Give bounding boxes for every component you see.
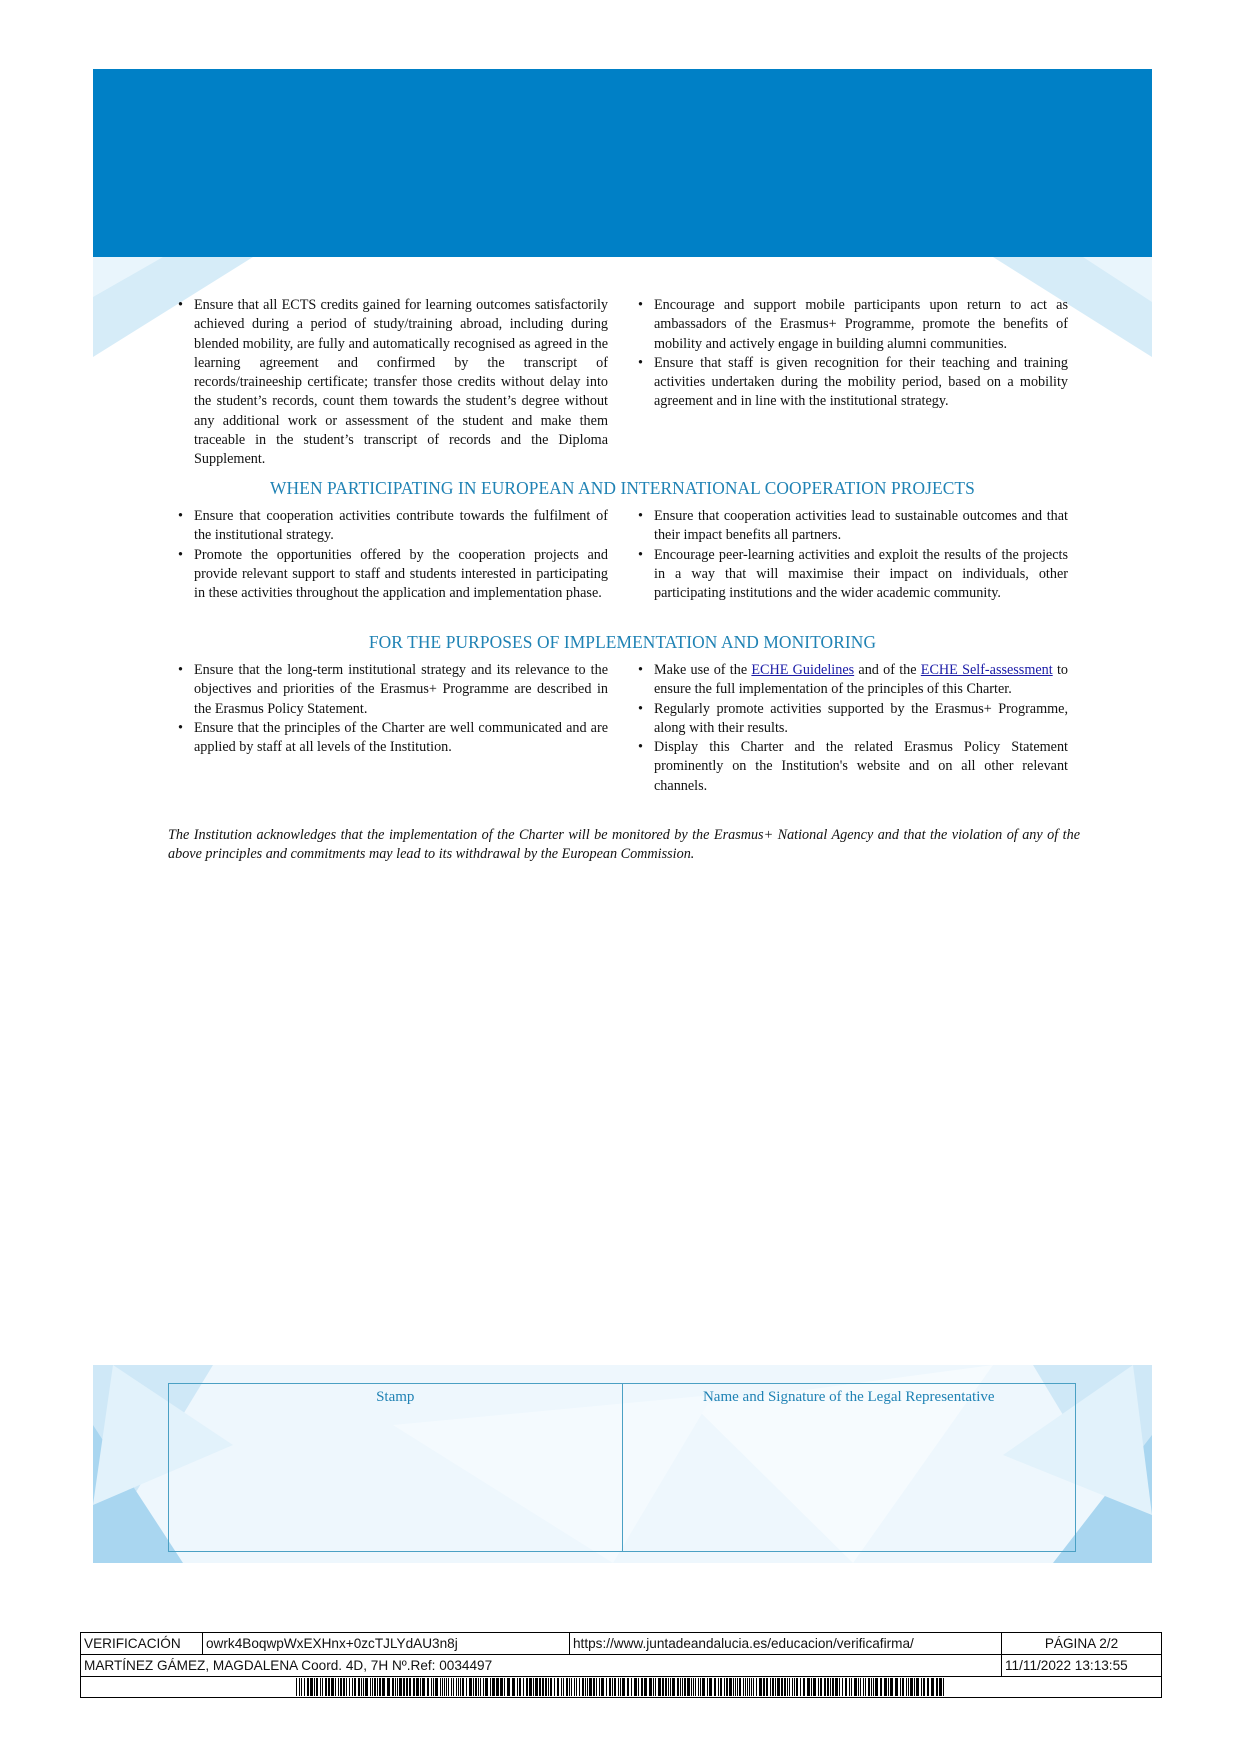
list-item: • Ensure that staff is given recognition for their teaching and training activities undertaken during the mobility period, based on a mobility agreement and in line with the institutional strategy. [635,354,1068,412]
legal-representative-cell [622,1384,1076,1551]
section1-right-column [635,296,1068,470]
section1-left-column [175,296,608,470]
signature-box [168,1383,1076,1552]
list-item: • Encourage peer-learning activities and exploit the results of the projects in a way that will maximise their impact on individuals, other participating institutions and the wider academic community. [635,546,1068,604]
verification-label: VERIFICACIÓN [81,1633,203,1655]
eche-guidelines-link[interactable]: ECHE Guidelines [751,662,855,678]
section3-columns [175,661,1068,796]
header-banner [93,69,1152,257]
section2-left-column [175,507,608,603]
stamp-cell [169,1384,622,1551]
page-number: PÁGINA 2/2 [1002,1633,1162,1655]
section3-left-column [175,661,608,796]
list-item: • Ensure that the principles of the Charter are well communicated and are applied by staff at all levels of the Institution. [175,719,608,758]
barcode-icon [296,1677,946,1697]
list-item: • Ensure that cooperation activities contribute towards the fulfilment of the institutional strategy. [175,507,608,546]
list-item: • Display this Charter and the related Erasmus Policy Statement prominently on the Institution's website and on all other relevant channels. [635,738,1068,796]
verification-code: owrk4BoqwpWxEXHnx+0zcTJLYdAU3n8j [203,1633,570,1655]
acknowledgement-text: The Institution acknowledges that the implementation of the Charter will be monitored by the Erasmus+ National Agency and that the violation of any of the above principles and commitments may lead to its withdrawal by the European Commission. [168,827,1080,863]
section1-columns [175,296,1068,470]
signer-info: MARTÍNEZ GÁMEZ, MAGDALENA Coord. 4D, 7H Nº.Ref: 0034497 [81,1655,1002,1677]
barcode-row [81,1677,1162,1698]
list-item: • Promote the opportunities offered by the cooperation projects and provide relevant support to staff and students interested in participating in these activities throughout the application and implementation phase. [175,546,608,604]
section-heading-implementation: FOR THE PURPOSES OF IMPLEMENTATION AND MONITORING [368,632,877,652]
list-item: • Regularly promote activities supported by the Erasmus+ Programme, along with their results. [635,700,1068,739]
verification-table [80,1632,1162,1698]
section-heading-cooperation: WHEN PARTICIPATING IN EUROPEAN AND INTERNATIONAL COOPERATION PROJECTS [270,478,975,498]
eche-self-assessment-link[interactable]: ECHE Self-assessment [920,662,1053,678]
signature-label: Name and Signature of the Legal Representative [702,1389,995,1405]
verification-url[interactable]: https://www.juntadeandalucia.es/educacion/verificafirma/ [570,1633,1002,1655]
signature-date: 11/11/2022 13:13:55 [1002,1655,1162,1677]
list-item: • Encourage and support mobile participants upon return to act as ambassadors of the Erasmus+ Programme, promote the benefits of mobility and actively engage in building alumni communities. [635,296,1068,354]
list-item: • Make use of the ECHE Guidelines and of the ECHE Self-assessment to ensure the full implementation of the principles of this Charter. [635,661,1068,700]
list-item: • Ensure that the long-term institutional strategy and its relevance to the objectives and priorities of the Erasmus+ Programme are described in the Erasmus Policy Statement. [175,661,608,719]
section2-right-column [635,507,1068,603]
section3-right-column [635,661,1068,796]
list-item: • Ensure that all ECTS credits gained for learning outcomes satisfactorily achieved during a period of study/training abroad, including during blended mobility, are fully and automatically recognised as agreed in the learning agreement and confirmed by the transcript of records/traineeship certificate; transfer those credits without delay into the student’s records, count them towards the student’s degree without any additional work or assessment of the student and make them traceable in the student’s transcript of records and the Diploma Supplement. [175,296,608,470]
stamp-label: Stamp [376,1389,415,1405]
section2-columns [175,507,1068,603]
list-item: • Ensure that cooperation activities lead to sustainable outcomes and that their impact benefits all partners. [635,507,1068,546]
